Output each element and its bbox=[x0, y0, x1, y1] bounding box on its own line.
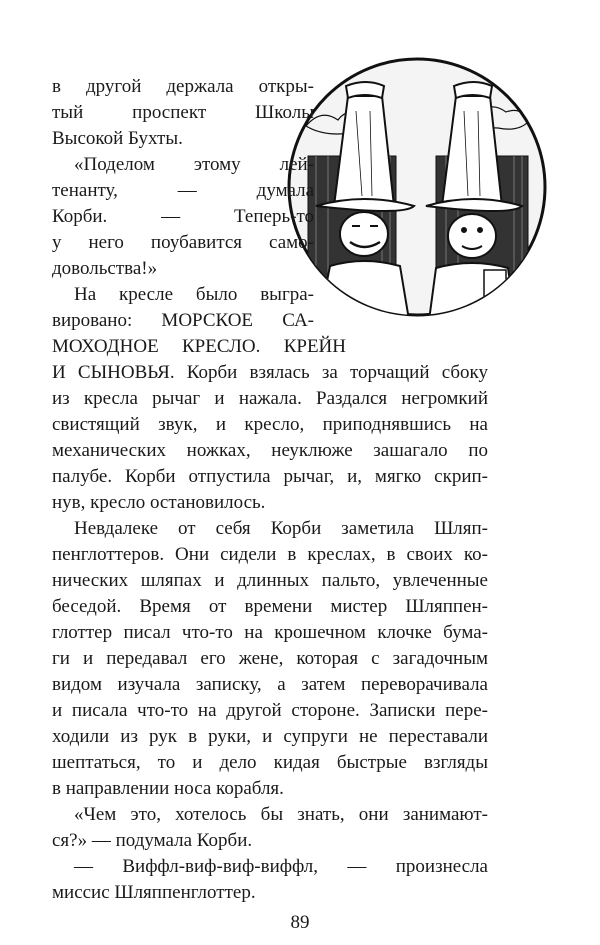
text-line: «Поделом этому лей- bbox=[74, 154, 314, 175]
text-line: у него поубавится само- bbox=[52, 232, 314, 253]
text-line: — Виффл-виф-виф-виффл, — произнесла bbox=[74, 856, 488, 877]
text-line: вировано: МОРСКОЕ СА- bbox=[52, 310, 314, 331]
text-line: беседой. Время от времени мистер Шляппен- bbox=[52, 596, 488, 617]
text-line: видом изучала записку, а затем переворачивала bbox=[52, 674, 488, 695]
text-line: Корби. — Теперь-то bbox=[52, 206, 314, 227]
text-line: «Чем это, хотелось бы знать, они занимают- bbox=[74, 804, 488, 825]
text-line: глоттер писал что-то на крошечном клочке бума- bbox=[52, 622, 488, 643]
illustration-two-figures bbox=[286, 56, 548, 318]
text-line: шептаться, то и дело кидая быстрые взгляды bbox=[52, 752, 488, 773]
text-line: Невдалеке от себя Корби заметила Шляп- bbox=[74, 518, 488, 539]
text-line: нических шляпах и длинных пальто, увлеченные bbox=[52, 570, 488, 591]
text-line: довольства!» bbox=[52, 258, 158, 279]
text-line: палубе. Корби отпустила рычаг, и, мягко скрип- bbox=[52, 466, 488, 487]
text-line: свистящий звук, и кресло, приподнявшись на bbox=[52, 414, 488, 435]
text-line: механических ножках, неуклюже зашагало по bbox=[52, 440, 488, 461]
text-line: ся?» — подумала Корби. bbox=[52, 830, 253, 851]
text-line: МОХОДНОЕ КРЕСЛО. КРЕЙН bbox=[52, 336, 346, 357]
text-line: нув, кресло остановилось. bbox=[52, 492, 266, 513]
text-line: ги и передавал его жене, которая с загадочным bbox=[52, 648, 488, 669]
text-line: миссис Шляппенглоттер. bbox=[52, 882, 256, 903]
page-number: 89 bbox=[290, 912, 310, 933]
text-line: На кресле было выгра- bbox=[74, 284, 314, 305]
text-line: тый проспект Школы bbox=[52, 102, 314, 123]
text-line: в направлении носа корабля. bbox=[52, 778, 284, 799]
text-line: ходили из рук в руки, и супруги не переставали bbox=[52, 726, 488, 747]
text-line: в другой держала откры- bbox=[52, 76, 314, 97]
text-line: Высокой Бухты. bbox=[52, 128, 183, 149]
text-line: и писала что-то на другой стороне. Записки пере- bbox=[52, 700, 488, 721]
text-line: пенглоттеров. Они сидели в креслах, в своих ко- bbox=[52, 544, 488, 565]
text-line: тенанту, — думала bbox=[52, 180, 314, 201]
text-line: И СЫНОВЬЯ. Корби взялась за торчащий сбоку bbox=[52, 362, 488, 383]
text-line: из кресла рычаг и нажала. Раздался негромкий bbox=[52, 388, 488, 409]
